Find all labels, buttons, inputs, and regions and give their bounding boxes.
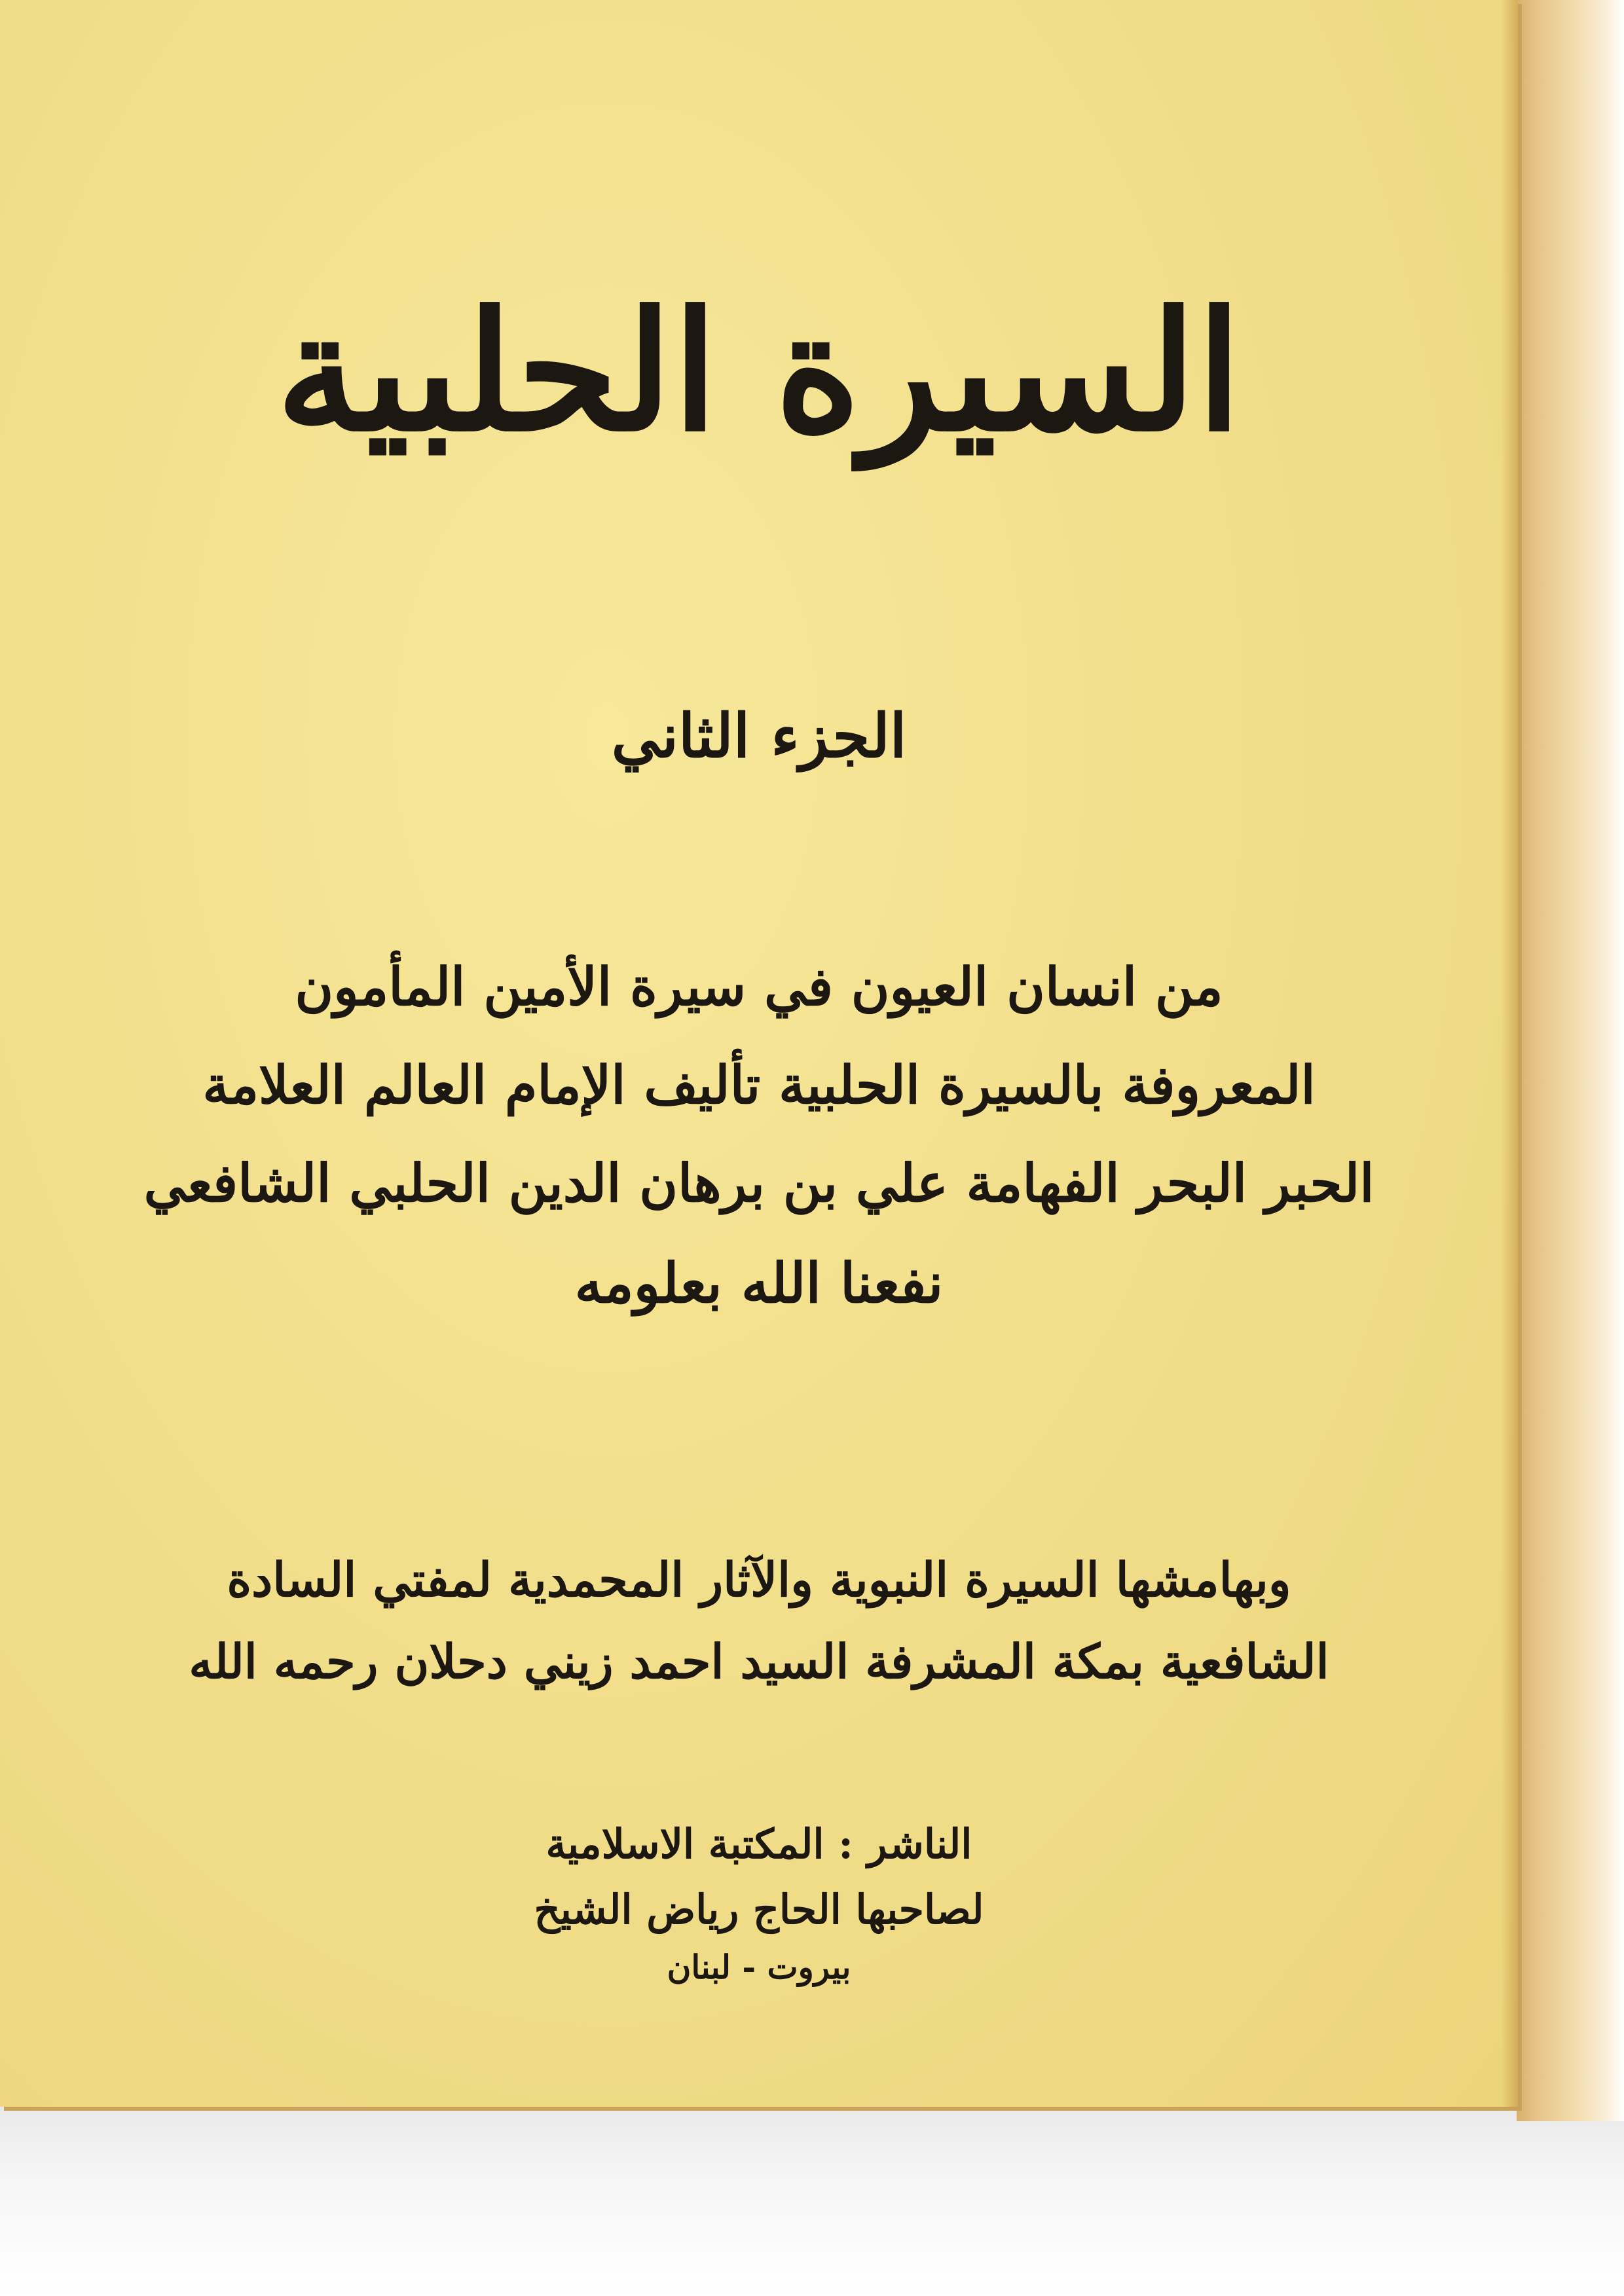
subtitle-line: المعروفة بالسيرة الحلبية تأليف الإمام العالم العلامة xyxy=(202,1054,1316,1116)
publisher-city-line: بيروت - لبنان xyxy=(667,1948,851,1986)
subtitle-line: نفعنا الله بعلومه xyxy=(574,1250,944,1315)
margin-note-line: وبهامشها السيرة النبوية والآثار المحمدية لمفتي السادة xyxy=(227,1552,1291,1607)
subtitle-line: الحبر البحر الفهامة علي بن برهان الدين الحلبي الشافعي xyxy=(143,1152,1375,1214)
book-title: السيرة الحلبية xyxy=(276,275,1242,467)
book-spine-edge xyxy=(1517,0,1624,2121)
subtitle-line: من انسان العيون في سيرة الأمين المأمون xyxy=(295,956,1223,1017)
margin-note-line: الشافعية بمكة المشرفة السيد احمد زيني دحلان رحمه الله xyxy=(189,1633,1329,1689)
scan-background xyxy=(0,2105,1624,2296)
publisher-owner-line: لصاحبها الحاج رياض الشيخ xyxy=(534,1886,984,1933)
volume-label: الجزء الثاني xyxy=(611,701,907,771)
publisher-line: الناشر : المكتبة الاسلامية xyxy=(545,1820,972,1868)
